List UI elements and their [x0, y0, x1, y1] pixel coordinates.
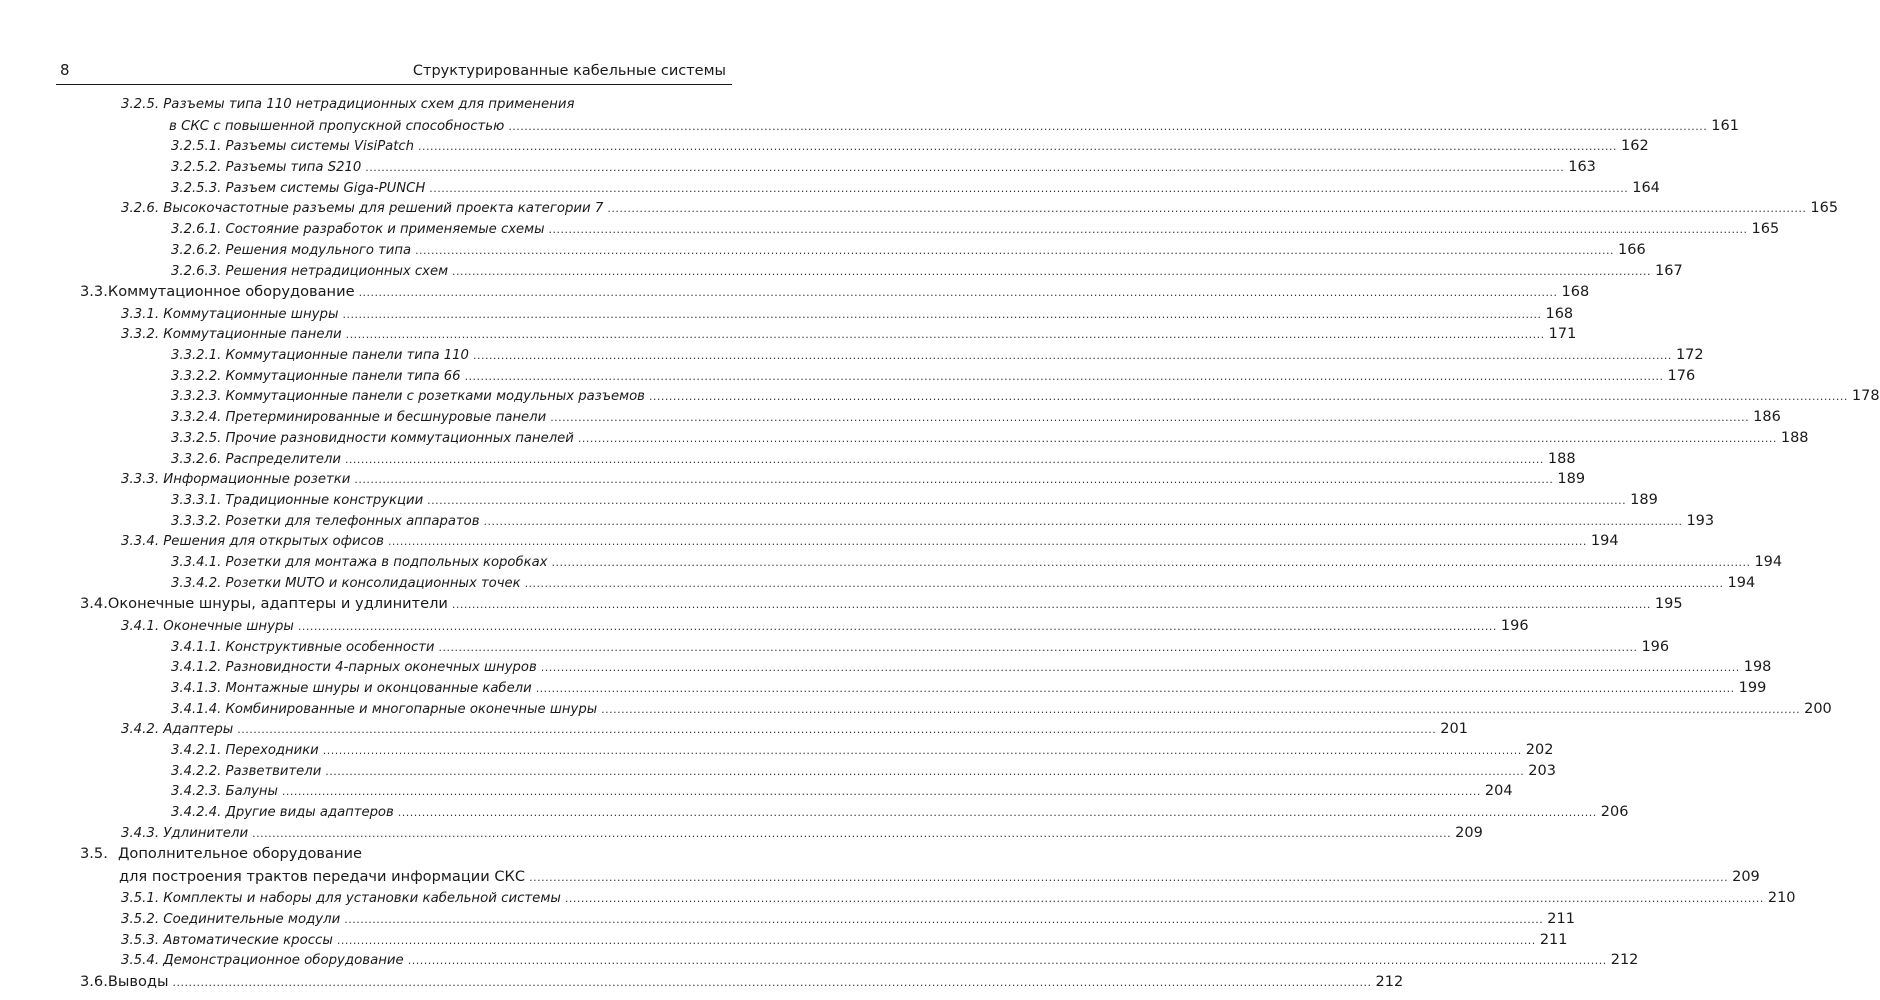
leader-dots: ............................................................................................................................................................................................................................................................................................................: [648, 390, 1848, 404]
leader-dots: ............................................................................................................................................................................................................................................................................................................: [577, 431, 1777, 445]
toc-entry-title: 3.3.4.1. Розетки для монтажа в подпольных коробках: [171, 554, 548, 570]
leader-dots: ............................................................................................................................................................................................................................................................................................................: [535, 681, 1735, 695]
toc-entry-title: 3.5.3. Автоматические кроссы: [121, 932, 333, 948]
toc-entry-page: 165: [1751, 221, 1780, 238]
toc-entry-page: 193: [1686, 512, 1715, 529]
toc-entry: [0, 429, 1809, 451]
leader-dots: ............................................................................................................................................................................................................................................................................................................: [358, 286, 1558, 300]
toc-entry-page: 210: [1767, 890, 1796, 907]
leader-dots: ............................................................................................................................................................................................................................................................................................................: [415, 243, 1615, 257]
toc-entry-title: 3.5.4. Демонстрационное оборудование: [121, 953, 404, 969]
toc-entry: [0, 867, 1760, 891]
toc-entry-title: 3.3.2.4. Претерминированные и бесшнуровые панели: [171, 410, 547, 426]
toc-entry-page: 195: [1654, 596, 1683, 613]
toc-entry: [0, 491, 1658, 513]
leader-dots: ............................................................................................................................................................................................................................................................................................................: [336, 933, 1536, 947]
toc-entry-title: в СКС с повышенной пропускной способностью: [169, 118, 505, 134]
toc-entry-page: 167: [1655, 262, 1683, 279]
toc-entry-title: 3.4.2.2. Разветвители: [171, 763, 322, 779]
leader-dots: ............................................................................................................................................................................................................................................................................................................: [281, 785, 1481, 799]
toc-entry-page: 211: [1539, 931, 1568, 948]
toc-entry: [0, 159, 1596, 180]
leader-dots: ............................................................................................................................................................................................................................................................................................................: [550, 411, 1750, 425]
leader-dots: ............................................................................................................................................................................................................................................................................................................: [397, 806, 1597, 819]
toc-entry-title: 3.4.3. Удлинители: [121, 825, 249, 841]
toc-entry-title: для построения трактов передачи информации СКС: [119, 867, 526, 885]
toc-entry: [0, 262, 1683, 284]
toc-entry-page: 189: [1557, 471, 1586, 488]
toc-entry-page: 162: [1621, 138, 1649, 155]
toc-entry-title: Дополнительное оборудование: [118, 845, 362, 863]
toc-entry-page: 196: [1500, 617, 1529, 634]
leader-dots: ............................................................................................................................................................................................................................................................................................................: [342, 307, 1542, 321]
toc-entry-page: 194: [1727, 574, 1756, 591]
leader-dots: ............................................................................................................................................................................................................................................................................................................: [172, 976, 1372, 990]
toc-entry: [0, 824, 1483, 846]
toc-entry-title: 3.4.1. Оконечные шнуры: [121, 618, 294, 634]
toc-entry-title: 3.2.5. Разъемы типа 110 нетрадиционных схем для применения: [121, 97, 575, 112]
toc-entry-title: 3.4.1.4. Комбинированные и многопарные оконечные шнуры: [171, 701, 598, 717]
leader-dots: ............................................................................................................................................................................................................................................................................................................: [252, 826, 1452, 840]
toc-entry-title: 3.4.1.3. Монтажные шнуры и оконцованные кабели: [171, 680, 532, 696]
page-header: [56, 58, 732, 85]
toc-entry: [0, 952, 1639, 973]
toc-entry-number: 3.4.: [80, 595, 108, 613]
leader-dots: ............................................................................................................................................................................................................................................................................................................: [464, 369, 1664, 383]
leader-dots: ............................................................................................................................................................................................................................................................................................................: [344, 913, 1544, 927]
toc-entry-number: 3.5.: [80, 845, 108, 863]
toc-entry-title: 3.4.2.1. Переходники: [171, 742, 319, 758]
toc-entry: [0, 553, 1783, 575]
leader-dots: ............................................................................................................................................................................................................................................................................................................: [387, 535, 1587, 549]
toc-entry: [0, 179, 1660, 201]
toc-entry-title: 3.4.1.1. Конструктивные особенности: [171, 639, 435, 655]
leader-dots: ............................................................................................................................................................................................................................................................................................................: [325, 764, 1525, 778]
toc-entry-page: 204: [1484, 783, 1513, 800]
toc-entry-title: 3.3.2.6. Распределители: [171, 451, 341, 467]
leader-dots: ............................................................................................................................................................................................................................................................................................................: [452, 264, 1652, 278]
toc-entry-page: 194: [1590, 533, 1619, 550]
leader-dots: ............................................................................................................................................................................................................................................................................................................: [438, 640, 1638, 654]
toc-entry: [0, 388, 1880, 409]
toc-entry-title: 3.2.6.3. Решения нетрадиционных схем: [171, 263, 449, 279]
toc-entry: [0, 659, 1772, 680]
leader-dots: ............................................................................................................................................................................................................................................................................................................: [407, 954, 1607, 968]
toc-entry: [0, 283, 1590, 306]
leader-dots: ............................................................................................................................................................................................................................................................................................................: [322, 743, 1522, 757]
toc-entry-page: 168: [1545, 305, 1574, 322]
toc-entry: [0, 783, 1513, 804]
toc-entry-page: 203: [1528, 762, 1556, 779]
toc-entry-page: 188: [1547, 450, 1576, 467]
toc-entry-title: Оконечные шнуры, адаптеры и удлинители: [107, 595, 448, 613]
toc-entry-page: 209: [1732, 868, 1760, 885]
leader-dots: ............................................................................................................................................................................................................................................................................................................: [344, 452, 1544, 466]
toc-entry-page: 168: [1561, 284, 1590, 301]
toc-entry-page: 201: [1440, 721, 1468, 738]
toc-entry-page: 209: [1455, 824, 1483, 841]
toc-entry-page: 189: [1630, 491, 1658, 508]
toc-entry-title: 3.2.6.1. Состояние разработок и применяемые схемы: [171, 222, 545, 238]
toc-entry: [0, 679, 1767, 701]
toc-entry: [0, 721, 1468, 742]
toc-entry: [0, 595, 1683, 618]
toc-entry: [0, 450, 1576, 472]
toc-entry-title: 3.3.2.5. Прочие разновидности коммутационных панелей: [171, 430, 574, 446]
toc-entry: [0, 638, 1670, 660]
toc-entry-title: 3.3.2.3. Коммутационные панели с розетками модульных разъемов: [171, 389, 645, 405]
toc-entry-title: 3.2.5.1. Разъемы системы VisiPatch: [171, 139, 415, 155]
toc-entry-page: 188: [1780, 429, 1809, 446]
toc-entry-title: Выводы: [107, 973, 169, 991]
leader-dots: ............................................................................................................................................................................................................................................................................................................: [429, 181, 1629, 195]
toc-entry: [0, 533, 1619, 554]
toc-entry: [0, 931, 1568, 953]
toc-entry-page: 198: [1743, 659, 1772, 676]
toc-entry: [0, 911, 1575, 932]
toc-entry-title: 3.3.2.1. Коммутационные панели типа 110: [171, 348, 469, 364]
leader-dots: ............................................................................................................................................................................................................................................................................................................: [354, 473, 1554, 487]
toc-entry: [0, 305, 1574, 327]
leader-dots: ............................................................................................................................................................................................................................................................................................................: [601, 702, 1801, 716]
toc-entry-title: 3.5.2. Соединительные модули: [121, 912, 341, 928]
toc-entry-title: 3.3.4. Решения для открытых офисов: [121, 534, 384, 550]
toc-entry-title: 3.2.5.2. Разъемы типа S210: [171, 160, 362, 176]
toc-entry: [0, 890, 1796, 911]
leader-dots: ............................................................................................................................................................................................................................................................................................................: [483, 514, 1683, 528]
toc-entry: [0, 471, 1586, 492]
toc-entry-page: 186: [1753, 409, 1781, 426]
toc-entry-page: 200: [1804, 700, 1832, 717]
toc-entry-title: 3.4.1.2. Разновидности 4-парных оконечных шнуров: [171, 660, 537, 676]
leader-dots: ............................................................................................................................................................................................................................................................................................................: [345, 328, 1545, 342]
toc-entry-page: 164: [1632, 179, 1660, 196]
toc-entry-title: 3.3.1. Коммутационные шнуры: [121, 306, 339, 322]
toc-entry-title: 3.2.6.2. Решения модульного типа: [171, 242, 412, 258]
toc-entry-title: 3.3.3. Информационные розетки: [121, 472, 351, 488]
leader-dots: ............................................................................................................................................................................................................................................................................................................: [607, 202, 1807, 216]
toc-entry-page: 202: [1525, 741, 1554, 758]
toc-entry-title: Коммутационное оборудование: [107, 283, 355, 301]
leader-dots: ............................................................................................................................................................................................................................................................................................................: [524, 576, 1724, 590]
toc-entry-page: 161: [1711, 117, 1739, 134]
toc-entry: [0, 512, 1715, 534]
toc-entry: [0, 845, 800, 868]
toc-entry-page: 172: [1675, 347, 1704, 364]
toc-entry-title: 3.3.3.1. Традиционные конструкции: [171, 492, 424, 508]
leader-dots: ............................................................................................................................................................................................................................................................................................................: [365, 161, 1565, 175]
toc-entry-title: 3.3.3.2. Розетки для телефонных аппаратов: [171, 513, 480, 529]
leader-dots: ............................................................................................................................................................................................................................................................................................................: [540, 661, 1740, 675]
toc-entry-page: 206: [1600, 804, 1629, 820]
toc-entry: [0, 200, 1839, 221]
toc-entry: [0, 138, 1649, 159]
toc-entry-page: 212: [1610, 952, 1639, 969]
toc-entry: [0, 741, 1554, 763]
toc-entry-page: 178: [1851, 388, 1880, 405]
toc-entry-title: 3.5.1. Комплекты и наборы для установки кабельной системы: [121, 891, 561, 907]
toc-entry-page: 176: [1667, 367, 1696, 384]
toc-entry: [0, 347, 1704, 368]
toc-entry-page: 171: [1548, 326, 1577, 343]
toc-entry-title: 3.2.5.3. Разъем системы Giga-PUNCH: [171, 180, 426, 196]
toc-entry: [0, 221, 1780, 242]
toc-entry: [0, 762, 1556, 784]
toc-entry: [0, 617, 1529, 639]
toc-entry: [0, 117, 1739, 139]
toc-entry: [0, 409, 1781, 430]
leader-dots: ............................................................................................................................................................................................................................................................................................................: [451, 598, 1651, 612]
toc-entry-page: 163: [1568, 159, 1596, 176]
leader-dots: ............................................................................................................................................................................................................................................................................................................: [418, 140, 1617, 154]
leader-dots: ............................................................................................................................................................................................................................................................................................................: [551, 555, 1751, 569]
toc-entry-title: 3.4.2. Адаптеры: [121, 722, 234, 738]
leader-dots: ............................................................................................................................................................................................................................................................................................................: [508, 119, 1708, 133]
toc-entry: [0, 804, 1629, 825]
toc-entry: [0, 241, 1646, 263]
page-number: 8: [60, 61, 70, 79]
toc-entry-page: 212: [1375, 974, 1404, 991]
toc-entry-number: 3.3.: [80, 283, 108, 301]
table-of-contents: [0, 97, 1880, 996]
toc-entry-title: 3.3.2. Коммутационные панели: [121, 327, 342, 343]
toc-entry: [0, 97, 800, 118]
toc-entry-page: 211: [1547, 911, 1575, 928]
toc-entry: [0, 574, 1756, 596]
toc-entry-number: 3.6.: [80, 973, 108, 991]
toc-entry-title: 3.3.2.2. Коммутационные панели типа 66: [171, 368, 461, 384]
toc-entry-page: 166: [1618, 241, 1646, 258]
toc-entry-title: 3.4.2.3. Балуны: [171, 784, 278, 800]
leader-dots: ............................................................................................................................................................................................................................................................................................................: [427, 493, 1627, 507]
leader-dots: ............................................................................................................................................................................................................................................................................................................: [548, 223, 1748, 237]
leader-dots: ............................................................................................................................................................................................................................................................................................................: [237, 723, 1437, 737]
toc-entry: [0, 700, 1832, 722]
running-title: Структурированные кабельные системы: [412, 63, 726, 79]
leader-dots: ............................................................................................................................................................................................................................................................................................................: [297, 619, 1497, 633]
toc-entry-page: 196: [1641, 638, 1670, 655]
toc-entry-page: 194: [1754, 553, 1783, 570]
toc-entry-page: 199: [1738, 679, 1767, 696]
toc-entry: [0, 326, 1577, 347]
toc-entry-page: 165: [1810, 200, 1839, 217]
leader-dots: ............................................................................................................................................................................................................................................................................................................: [564, 892, 1764, 906]
toc-entry-title: 3.4.2.4. Другие виды адаптеров: [171, 805, 394, 820]
toc-entry: [0, 973, 1404, 996]
toc-entry-title: 3.2.6. Высокочастотные разъемы для решений проекта категории 7: [121, 201, 604, 217]
toc-entry-title: 3.3.4.2. Розетки MUTO и консолидационных точек: [171, 575, 521, 591]
leader-dots: ............................................................................................................................................................................................................................................................................................................: [472, 349, 1672, 363]
toc-entry: [0, 367, 1696, 389]
leader-dots: ............................................................................................................................................................................................................................................................................................................: [529, 870, 1729, 884]
